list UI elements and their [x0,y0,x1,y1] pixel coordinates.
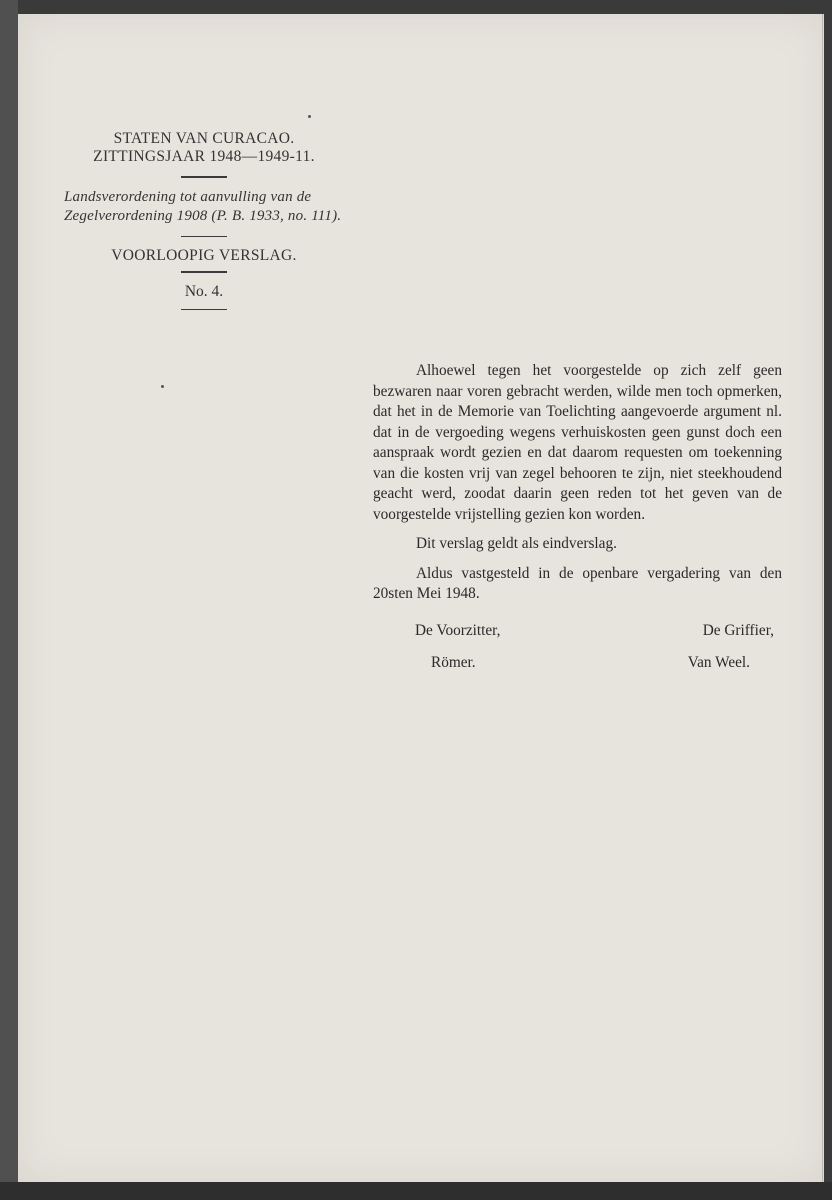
document-number: No. 4. [184,282,224,300]
divider [181,271,227,273]
clerk-title: De Griffier, [702,621,774,639]
org-name: STATEN VAN CURACAO. [113,130,295,147]
scan-left-edge [0,0,18,1200]
document-subject: Landsverordening tot aanvulling van de Zegelverordening 1908 (P. B. 1933, no. 111). [64,188,342,224]
report-body [373,361,782,673]
document-heading: VOORLOOPIG VERSLAG. [111,247,297,264]
signature-titles [373,621,782,641]
document-page [18,14,824,1182]
body-paragraph: Alhoewel tegen het voorgestelde op zich zelf geen bezwaren naar voren gebracht werden, wilde men toch opmerken, dat het in de Memorie van Toelichting aangevoerde argument nl. dat in de vergoeding wegens verhuiskosten geen gunst doch een aanspraak wordt gezien en dat daarom requesten om toekenning van die kosten vrij van zegel behooren te zijn, niet steekhoudend geacht werd, zoodat daarin geen reden tot het geven van de voorgestelde vrijstelling gezien kon worden. [373,362,782,523]
signature-names [373,653,782,673]
paper-speck [161,385,164,388]
divider [181,309,227,311]
paper-speck [308,115,311,118]
chair-name: Römer. [431,653,476,671]
body-paragraph: Dit verslag geldt als eindverslag. [416,535,617,552]
session-year: ZITTINGSJAAR 1948—1949-11. [93,148,315,165]
body-paragraph: Aldus vastgesteld in de openbare vergadering van den 20sten Mei 1948. [373,564,782,602]
divider [181,176,227,178]
clerk-name: Van Weel. [687,653,750,671]
page-fold-line [822,14,823,1182]
scan-bottom-edge [0,1182,832,1200]
document-header [44,130,364,320]
chair-title: De Voorzitter, [415,621,501,639]
divider [181,236,227,238]
